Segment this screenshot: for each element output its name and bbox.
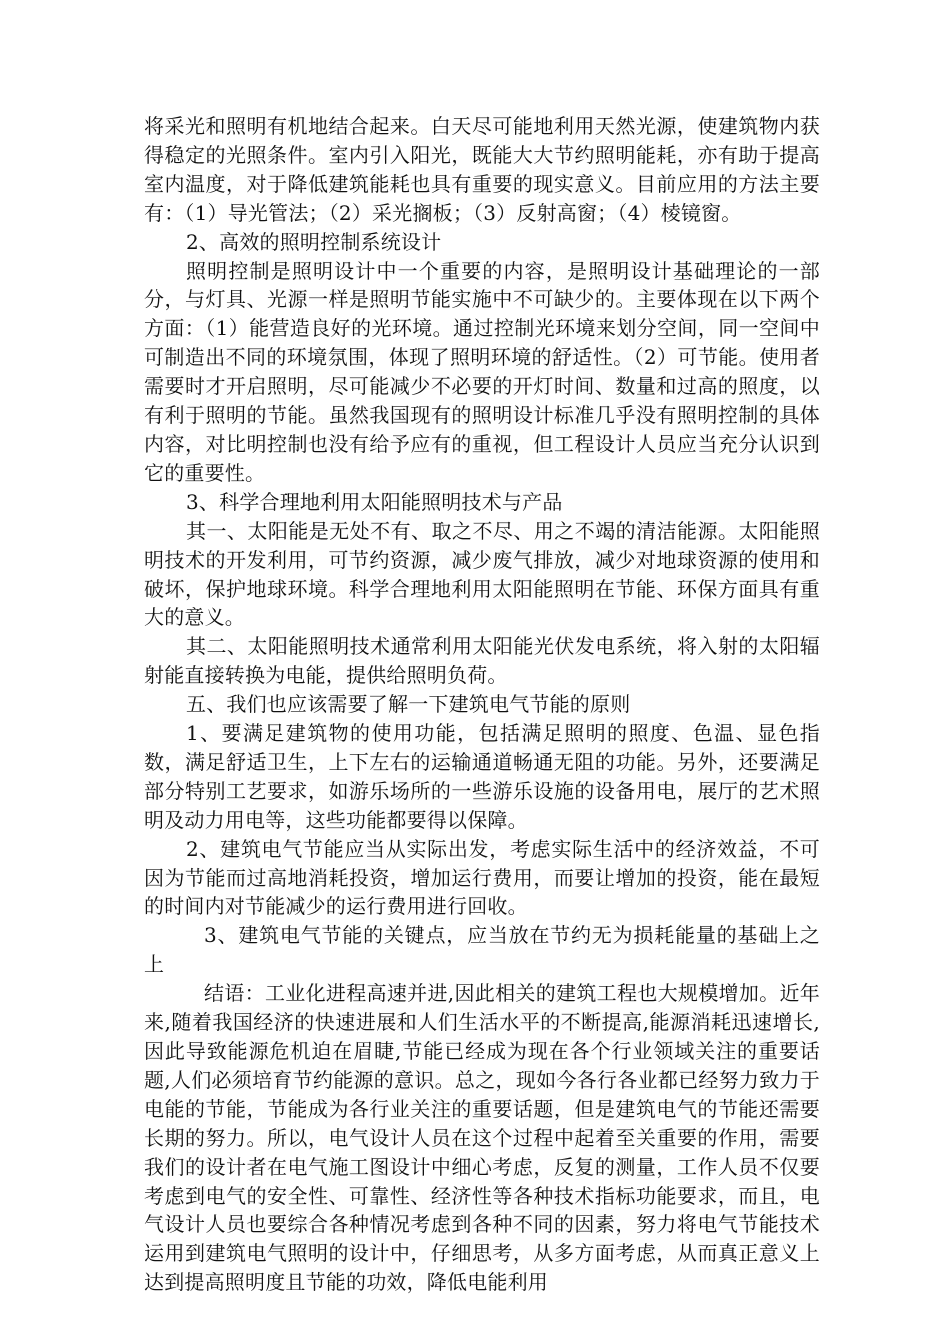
paragraph-solar-second: 其二、太阳能照明技术通常利用太阳能光伏发电系统，将入射的太阳辐射能直接转换为电能，提供给照明负荷。 (144, 634, 820, 688)
document-page (144, 112, 820, 1297)
paragraph-principle-2: 2、建筑电气节能应当从实际出发，考虑实际生活中的经济效益，不可因为节能而过高地消耗投资，增加运行费用，而要让增加的投资，能在最短的时间内对节能减少的运行费用进行回收。 (144, 836, 820, 919)
heading-solar-lighting: 3、科学合理地利用太阳能照明技术与产品 (186, 489, 563, 514)
paragraph-principle-3: 3、建筑电气节能的关键点，应当放在节约无为损耗能量的基础上之上 (144, 923, 820, 977)
heading-principles: 五、我们也应该需要了解一下建筑电气节能的原则 (186, 692, 631, 717)
paragraph-daylighting: 将采光和照明有机地结合起来。白天尽可能地利用天然光源，使建筑物内获得稳定的光照条件。室内引入阳光，既能大大节约照明能耗，亦有助于提高室内温度，对于降低建筑能耗也具有重要的现实意义。目前应用的方法主要有：（1）导光管法；（2）采光搁板；（3）反射高窗；（4）棱镜窗。 (144, 114, 820, 225)
paragraph-principle-1: 1、要满足建筑物的使用功能，包括满足照明的照度、色温、显色指数，满足舒适卫生，上下左右的运输通道畅通无阻的功能。另外，还要满足部分特别工艺要求，如游乐场所的一些游乐设施的设备用电，展厅的艺术照明及动力用电等，这些功能都要得以保障。 (144, 721, 820, 832)
heading-lighting-control: 2、高效的照明控制系统设计 (186, 229, 442, 254)
paragraph-lighting-control: 照明控制是照明设计中一个重要的内容，是照明设计基础理论的一部分，与灯具、光源一样是照明节能实施中不可缺少的。主要体现在以下两个方面：（1）能营造良好的光环境。通过控制光环境来划分空间，同一空间中可制造出不同的环境氛围，体现了照明环境的舒适性。（2）可节能。使用者需要时才开启照明，尽可能减少不必要的开灯时间、数量和过高的照度，以有利于照明的节能。虽然我国现有的照明设计标准几乎没有照明控制的具体内容，对比明控制也没有给予应有的重视，但工程设计人员应当充分认识到它的重要性。 (144, 258, 820, 485)
paragraph-solar-first: 其一、太阳能是无处不有、取之不尽、用之不竭的清洁能源。太阳能照明技术的开发利用，可节约资源，减少废气排放，减少对地球资源的使用和破坏，保护地球环境。科学合理地利用太阳能照明在节能、环保方面具有重大的意义。 (144, 518, 820, 630)
paragraph-conclusion: 结语：工业化进程高速并进,因此相关的建筑工程也大规模增加。近年来,随着我国经济的快速进展和人们生活水平的不断提高,能源消耗迅速增长,因此导致能源危机迫在眉睫,节能已经成为现在各个行业领域关注的重要话题,人们必须培育节约能源的意识。总之，现如今各行各业都已经努力致力于电能的节能，节能成为各行业关注的重要话题，但是建筑电气的节能还需要长期的努力。所以，电气设计人员在这个过程中起着至关重要的作用，需要我们的设计者在电气施工图设计中细心考虑，反复的测量，工作人员不仅要考虑到电气的安全性、可靠性、经济性等各种技术指标功能要求，而且，电气设计人员也要综合各种情况考虑到各种不同的因素，努力将电气节能技术运用到建筑电气照明的设计中，仔细思考，从多方面考虑，从而真正意义上达到提高照明度且节能的功效，降低电能利用 (144, 981, 820, 1295)
